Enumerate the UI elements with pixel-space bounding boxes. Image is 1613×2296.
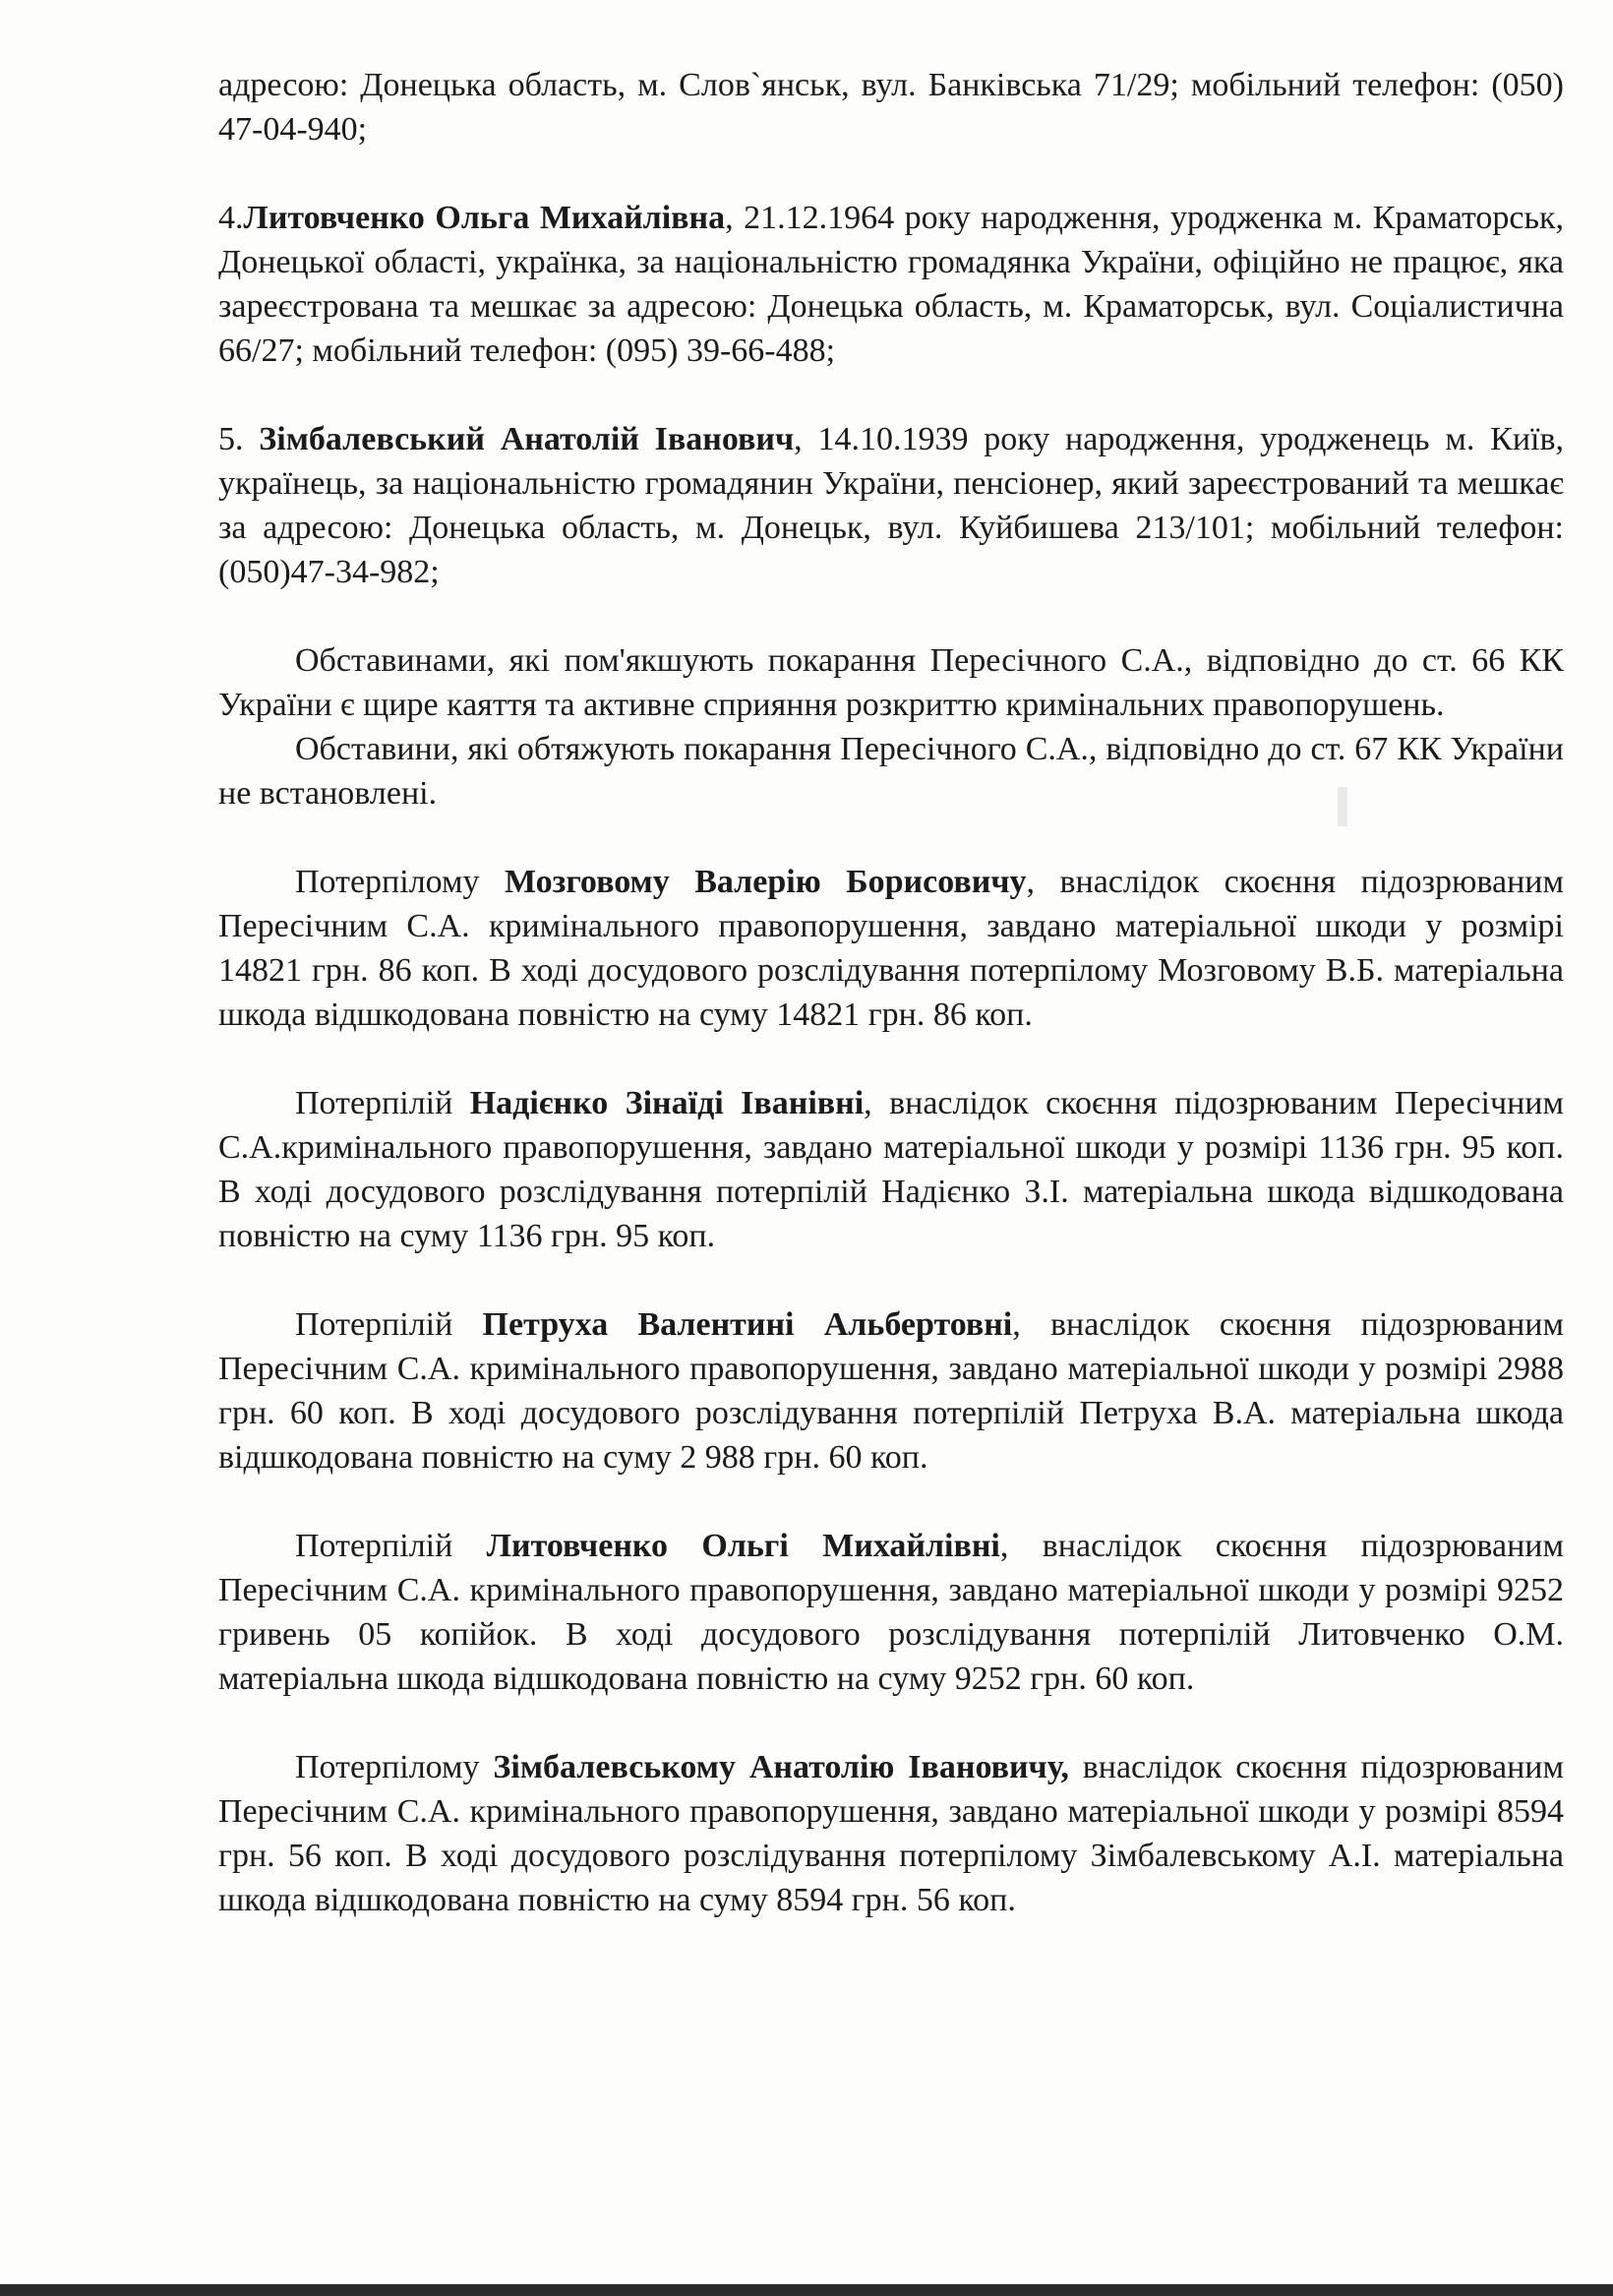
paragraph-witness-4: [218, 196, 1564, 373]
paragraph-text: , 14.10.1939 року народження, уродженець м. Київ, українець, за національністю громадянин України, пенсіонер, який зареєстрований та мешкає за адресою: Донецька область, м. Донецьк, вул. Куйбишева 213/101; мобільний телефон: (050)47-34-982;: [218, 421, 1565, 590]
victim-name: Литовченко Ольгі Михайлівні: [486, 1528, 1000, 1564]
paragraph-victim-petrukha: [218, 1302, 1564, 1480]
paragraph-aggravating-circumstances: [218, 727, 1564, 816]
paragraph-text: , внаслідок скоєння підозрюваним Пересічним С.А. кримінального правопорушення, завдано матеріальної шкоди у розмірі 9252 гривень 05 копійок. В ході досудового розслідування потерпілій Литовченко О.М. матеріальна шкода відшкодована повністю на суму 9252 грн. 60 коп.: [218, 1528, 1564, 1697]
paragraph-text: Обставинами, які пом'якшують покарання Пересічного С.А., відповідно до ст. 66 КК України є щире каяття та активне сприяння розкриттю кримінальних правопорушень.: [218, 642, 1564, 723]
list-number: 4.: [218, 200, 244, 236]
paragraph-victim-zimbalevskyi: [218, 1745, 1564, 1922]
scan-smudge: [1338, 787, 1347, 826]
paragraph-text: , внаслідок скоєння підозрюваним Пересічним С.А. кримінального правопорушення, завдано матеріальної шкоди у розмірі 2988 грн. 60 коп. В ході досудового розслідування потерпілій Петруха В.А. матеріальна шкода відшкодована повністю на суму 2 988 грн. 60 коп.: [218, 1306, 1565, 1476]
paragraph-text: Потерпілій: [295, 1085, 470, 1121]
paragraph-text: Потерпілому: [295, 1749, 494, 1785]
document-body: [218, 63, 1564, 1922]
paragraph-text: внаслідок скоєння підозрюваним Пересічним С.А. кримінального правопорушення, завдано матеріальної шкоди у розмірі 8594 грн. 56 коп. В ході досудового розслідування потерпілому Зімбалевському А.І. матеріальна шкода відшкодована повністю на суму 8594 грн. 56 коп.: [218, 1749, 1565, 1918]
paragraph-text: , внаслідок скоєння підозрюваним Пересічним С.А.кримінального правопорушення, завдано матеріальної шкоди у розмірі 1136 грн. 95 коп. В ході досудового розслідування потерпілій Надієнко З.І. матеріальна шкода відшкодована повністю на суму 1136 грн. 95 коп.: [218, 1085, 1564, 1254]
victim-name: Петруха Валентині Альбертовні: [482, 1306, 1013, 1343]
paragraph-victim-lytovchenko: [218, 1524, 1564, 1701]
paragraph-text: Обставини, які обтяжують покарання Пересічного С.А., відповідно до ст. 67 КК України не встановлені.: [218, 731, 1564, 812]
paragraph-text: Потерпілому: [295, 864, 506, 900]
paragraph-text: Потерпілій: [295, 1306, 483, 1343]
paragraph-victim-nadiienko: [218, 1081, 1564, 1258]
person-name: Зімбалевський Анатолій Іванович: [259, 421, 795, 457]
paragraph-victim-mozgovyi: [218, 860, 1564, 1037]
paragraph-witness-5: [218, 417, 1564, 594]
paragraph-mitigating-circumstances: [218, 638, 1564, 727]
paragraph-text: , 21.12.1964 року народження, уродженка м. Краматорськ, Донецької області, українка, за національністю громадянка України, офіційно не працює, яка зареєстрована та мешкає за адресою: Донецька область, м. Краматорськ, вул. Соціалистична 66/27; мобільний телефон: (095) 39-66-488;: [218, 200, 1564, 369]
paragraph-text: , внаслідок скоєння підозрюваним Пересічним С.А. кримінального правопорушення, завдано матеріальної шкоди у розмірі 14821 грн. 86 коп. В ході досудового розслідування потерпілому Мозговому В.Б. матеріальна шкода відшкодована повністю на суму 14821 грн. 86 коп.: [218, 864, 1564, 1033]
victim-name: Зімбалевському Анатолію Івановичу,: [493, 1749, 1069, 1785]
person-name: Литовченко Ольга Михайлівна: [243, 200, 726, 236]
victim-name: Надієнко Зінаїді Іванівні: [469, 1085, 865, 1121]
paragraph-text: адресою: Донецька область, м. Слов`янськ, вул. Банківська 71/29; мобільний телефон: (050) 47-04-940;: [218, 67, 1564, 148]
scan-bottom-edge: [0, 2284, 1613, 2296]
victim-name: Мозговому Валерію Борисовичу: [505, 864, 1027, 900]
paragraph-address-continuation: [218, 63, 1564, 151]
paragraph-text: Потерпілій: [295, 1528, 487, 1564]
list-number: 5.: [218, 421, 260, 457]
